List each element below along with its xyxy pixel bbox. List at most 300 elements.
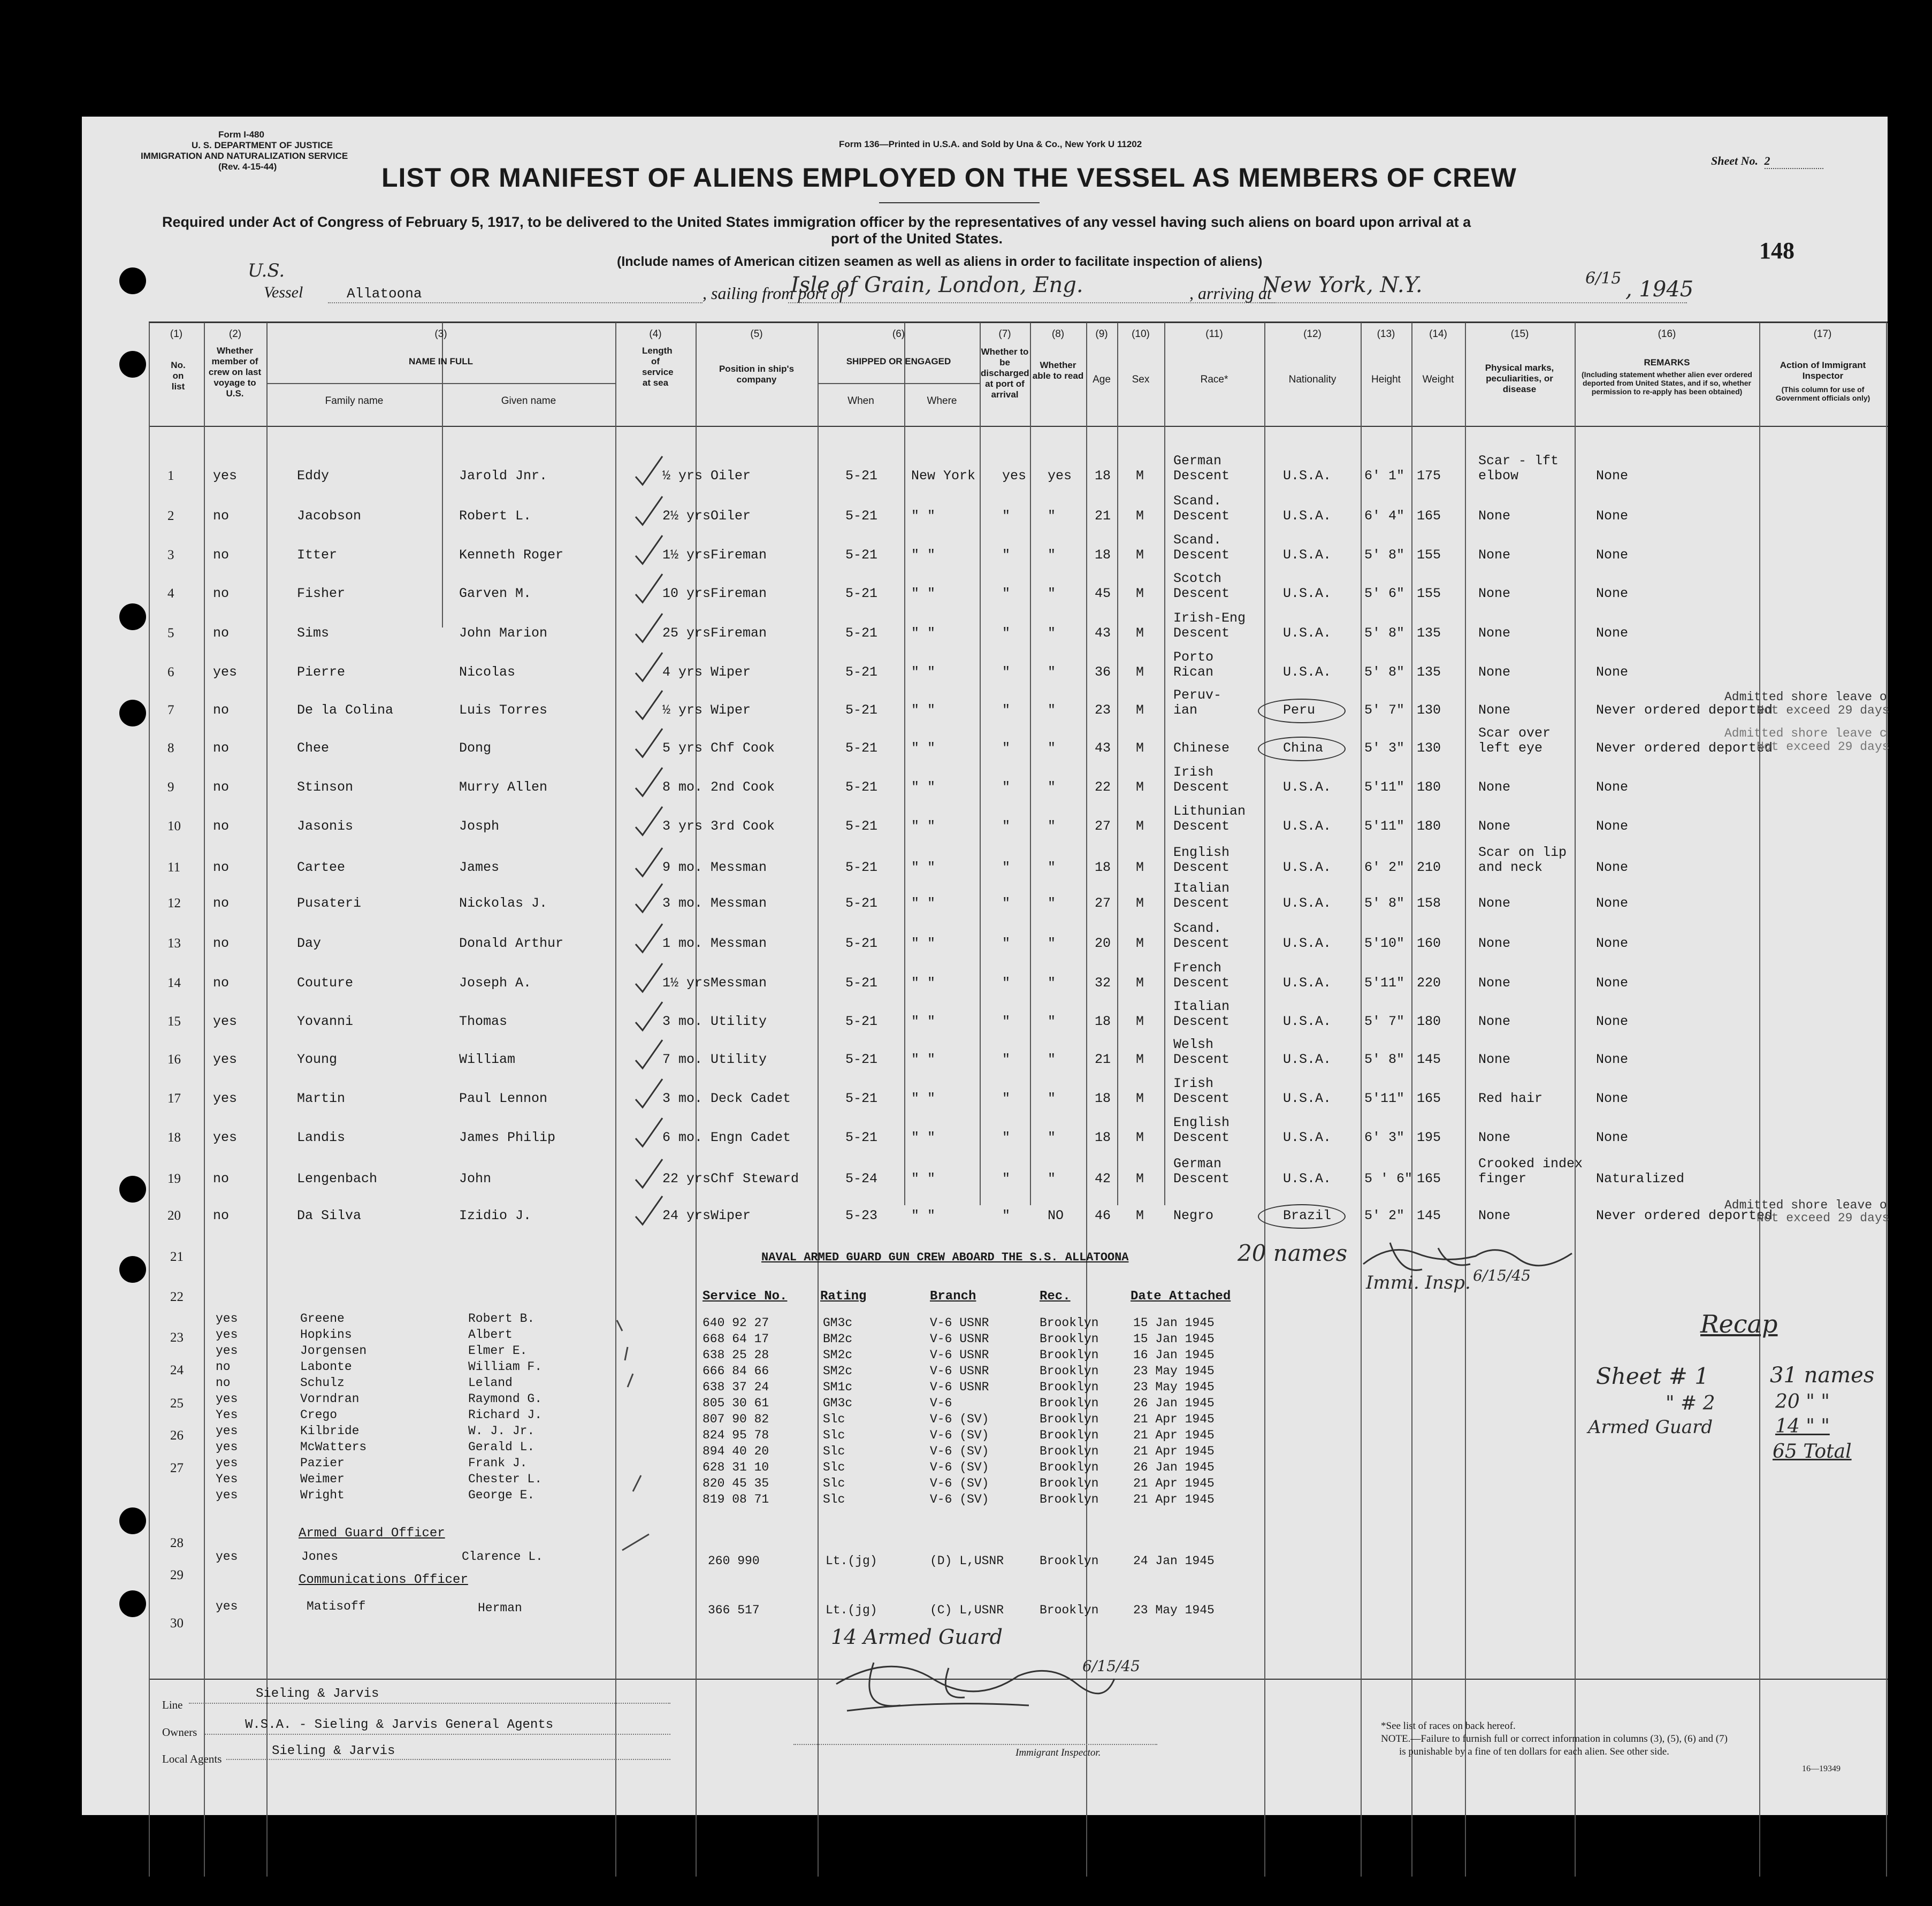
crew-family: Lengenbach bbox=[297, 1171, 378, 1187]
crew-sex: M bbox=[1136, 740, 1144, 756]
footer-note-2: NOTE.—Failure to furnish full or correct information in columns (3), (5), (6) and (7) bbox=[1381, 1733, 1728, 1744]
armed-guard-family: Vorndran bbox=[300, 1392, 360, 1406]
check-mark-icon bbox=[633, 455, 665, 487]
sheet-number bbox=[1711, 154, 1823, 169]
armed-guard-date: 16 Jan 1945 bbox=[1133, 1348, 1215, 1362]
crew-position: Chf Steward bbox=[711, 1171, 799, 1187]
crew-position: 2nd Cook bbox=[711, 779, 775, 795]
crew-when: 5-21 bbox=[845, 936, 878, 951]
check-mark-icon bbox=[633, 1039, 665, 1071]
crew-read: " bbox=[1048, 975, 1056, 991]
crew-nationality: U.S.A. bbox=[1283, 1171, 1332, 1187]
crew-where: " " bbox=[911, 702, 936, 718]
crew-where: New York bbox=[911, 468, 976, 484]
crew-race: German Descent bbox=[1173, 453, 1230, 484]
armed-guard-service-no: 668 64 17 bbox=[702, 1332, 769, 1346]
crew-height: 5'11" bbox=[1364, 1091, 1405, 1106]
crew-where: " " bbox=[911, 975, 936, 991]
hdr-name-in-full: NAME IN FULL bbox=[409, 356, 473, 366]
crew-where: " " bbox=[911, 1014, 936, 1029]
crew-where: " " bbox=[911, 664, 936, 680]
crew-family: Day bbox=[297, 936, 322, 951]
crew-race: Italian Descent bbox=[1173, 999, 1230, 1029]
armed-guard-branch: V-6 (SV) bbox=[930, 1492, 989, 1506]
check-mark-icon bbox=[633, 1117, 665, 1149]
crew-nationality: U.S.A. bbox=[1283, 547, 1332, 563]
armed-guard-family: Crego bbox=[300, 1408, 338, 1422]
crew-race: Negro bbox=[1173, 1208, 1214, 1223]
armed-guard-rating: SM1c bbox=[823, 1380, 853, 1394]
crew-age: 27 bbox=[1095, 818, 1111, 834]
crew-sex: M bbox=[1136, 936, 1144, 951]
armed-guard-branch: V-6 (SV) bbox=[930, 1460, 989, 1474]
crew-height: 5 ' 6" bbox=[1364, 1171, 1413, 1187]
armed-guard-family: McWatters bbox=[300, 1440, 367, 1454]
crew-marks: None bbox=[1478, 1208, 1511, 1223]
crew-when: 5-21 bbox=[845, 1130, 878, 1145]
row-number: 24 bbox=[170, 1363, 184, 1377]
crew-discharged: " bbox=[1002, 625, 1011, 641]
col-num-16: (16) bbox=[1658, 328, 1676, 340]
crew-service: 25 yrs bbox=[662, 625, 711, 641]
ag-hdr-date: Date Attached bbox=[1131, 1289, 1231, 1304]
punch-hole bbox=[119, 1590, 146, 1617]
col-divider bbox=[1575, 323, 1576, 1877]
crew-position: Wiper bbox=[711, 664, 751, 680]
col-num-1: (1) bbox=[170, 328, 183, 340]
footer-note-3: is punishable by a fine of ten dollars for each alien. See other side. bbox=[1399, 1746, 1669, 1757]
hdr-inspector-note: (This column for use of Government officials only) bbox=[1775, 385, 1870, 402]
crew-family: De la Colina bbox=[297, 702, 394, 718]
crew-last: no bbox=[213, 895, 230, 911]
check-mark-icon bbox=[633, 923, 665, 955]
crew-height: 6' 4" bbox=[1364, 508, 1405, 524]
col-divider bbox=[266, 323, 268, 1877]
col-divider bbox=[442, 323, 443, 627]
crew-last: no bbox=[213, 508, 230, 524]
crew-service: 9 mo. bbox=[662, 860, 703, 875]
crew-service: 4 yrs bbox=[662, 664, 703, 680]
crew-position: Messman bbox=[711, 975, 767, 991]
crew-family: Sims bbox=[297, 625, 330, 641]
crew-height: 5'11" bbox=[1364, 975, 1405, 991]
armed-guard-last: yes bbox=[216, 1312, 238, 1326]
crew-read: " bbox=[1048, 1091, 1056, 1106]
crew-where: " " bbox=[911, 547, 936, 563]
punch-hole bbox=[119, 1256, 146, 1283]
crew-no: 18 bbox=[167, 1130, 181, 1145]
armed-guard-service-no: 805 30 61 bbox=[702, 1396, 769, 1410]
crew-nationality: Brazil bbox=[1283, 1208, 1332, 1223]
punch-hole bbox=[119, 267, 146, 294]
check-mark-icon bbox=[633, 690, 665, 722]
armed-guard-last: yes bbox=[216, 1344, 238, 1358]
armed-guard-rating: GM3c bbox=[823, 1316, 853, 1330]
crew-service: 3 mo. bbox=[662, 895, 703, 911]
crew-position: Wiper bbox=[711, 702, 751, 718]
crew-family: Itter bbox=[297, 547, 338, 563]
crew-read: " bbox=[1048, 895, 1056, 911]
hdr-height: Height bbox=[1371, 374, 1401, 385]
name-subheader-rule bbox=[266, 383, 615, 384]
crew-given: Murry Allen bbox=[459, 779, 548, 795]
col-divider bbox=[1411, 323, 1412, 1877]
crew-last: no bbox=[213, 936, 230, 951]
crew-last: yes bbox=[213, 664, 238, 680]
crew-when: 5-21 bbox=[845, 468, 878, 484]
crew-discharged: " bbox=[1002, 702, 1011, 718]
crew-last: no bbox=[213, 702, 230, 718]
hdr-nationality: Nationality bbox=[1288, 374, 1337, 385]
crew-family: Chee bbox=[297, 740, 330, 756]
crew-remarks: None bbox=[1596, 860, 1629, 875]
crew-read: " bbox=[1048, 625, 1056, 641]
comm-rating: Lt.(jg) bbox=[826, 1603, 877, 1617]
arrival-year: , 1945 bbox=[1625, 277, 1694, 302]
crew-family: Da Silva bbox=[297, 1208, 362, 1223]
crew-no: 9 bbox=[167, 780, 174, 794]
crew-weight: 135 bbox=[1417, 664, 1441, 680]
crew-where: " " bbox=[911, 740, 936, 756]
crew-no: 15 bbox=[167, 1014, 181, 1029]
hdr-no-on-list: No. on list bbox=[171, 360, 186, 392]
crew-where: " " bbox=[911, 779, 936, 795]
crew-where: " " bbox=[911, 936, 936, 951]
crew-marks: Crooked index finger bbox=[1478, 1156, 1583, 1187]
armed-guard-branch: V-6 USNR bbox=[930, 1364, 989, 1378]
crew-family: Pierre bbox=[297, 664, 346, 680]
vessel-prefix: U.S. bbox=[248, 260, 285, 281]
crew-discharged: " bbox=[1002, 1014, 1011, 1029]
armed-guard-rating: SM2c bbox=[823, 1364, 853, 1378]
crew-last: no bbox=[213, 1208, 230, 1223]
crew-nationality: U.S.A. bbox=[1283, 779, 1332, 795]
comm-family: Matisoff bbox=[307, 1599, 366, 1613]
armed-guard-date: 26 Jan 1945 bbox=[1133, 1460, 1215, 1474]
crew-discharged: " bbox=[1002, 818, 1011, 834]
crew-family: Eddy bbox=[297, 468, 330, 484]
armed-guard-last: yes bbox=[216, 1456, 238, 1470]
col-divider bbox=[1886, 323, 1887, 1877]
armed-guard-rec: Brooklyn bbox=[1040, 1380, 1099, 1394]
crew-marks: None bbox=[1478, 625, 1511, 641]
crew-race: Scotch Descent bbox=[1173, 571, 1230, 601]
col-num-4: (4) bbox=[649, 328, 662, 340]
crew-when: 5-21 bbox=[845, 664, 878, 680]
hdr-length-of-service: Length of service at sea bbox=[642, 346, 674, 388]
crew-race: German Descent bbox=[1173, 1156, 1230, 1187]
crew-marks: None bbox=[1478, 664, 1511, 680]
armed-guard-date: 21 Apr 1945 bbox=[1133, 1444, 1215, 1458]
officer-branch: (D) L,USNR bbox=[930, 1554, 1004, 1568]
armed-guard-last: no bbox=[216, 1376, 231, 1390]
crew-where: " " bbox=[911, 1171, 936, 1187]
check-mark-icon bbox=[633, 847, 665, 879]
crew-race: Welsh Descent bbox=[1173, 1037, 1230, 1067]
row-number: 21 bbox=[170, 1250, 184, 1264]
vessel-name: Allatoona bbox=[347, 286, 422, 302]
crew-race: English Descent bbox=[1173, 845, 1230, 875]
crew-position: Messman bbox=[711, 936, 767, 951]
crew-service: 3 yrs bbox=[662, 818, 703, 834]
arriving-label: , arriving at bbox=[1189, 284, 1272, 303]
crew-age: 21 bbox=[1095, 1052, 1111, 1067]
armed-guard-branch: V-6 USNR bbox=[930, 1316, 989, 1330]
armed-guard-branch: V-6 USNR bbox=[930, 1332, 989, 1346]
crew-position: Utility bbox=[711, 1052, 767, 1067]
armed-guard-given: Frank J. bbox=[468, 1456, 528, 1470]
crew-remarks: None bbox=[1596, 547, 1629, 563]
hand-recap: Recap bbox=[1700, 1310, 1778, 1338]
crew-when: 5-21 bbox=[845, 625, 878, 641]
col-num-9: (9) bbox=[1095, 328, 1108, 340]
crew-given: Jarold Jnr. bbox=[459, 468, 548, 484]
crew-discharged: " bbox=[1002, 1208, 1011, 1223]
crew-race: Peruv- ian bbox=[1173, 687, 1222, 718]
crew-given: William bbox=[459, 1052, 516, 1067]
col-divider bbox=[1361, 323, 1362, 1877]
crew-discharged: " bbox=[1002, 1130, 1011, 1145]
armed-guard-service-no: 638 25 28 bbox=[702, 1348, 769, 1362]
row-number: 27 bbox=[170, 1461, 184, 1475]
armed-guard-rating: Slc bbox=[823, 1444, 845, 1458]
crew-last: no bbox=[213, 779, 230, 795]
row-number: 25 bbox=[170, 1396, 184, 1411]
armed-guard-branch: V-6 (SV) bbox=[930, 1444, 989, 1458]
armed-guard-rec: Brooklyn bbox=[1040, 1444, 1099, 1458]
crew-where: " " bbox=[911, 586, 936, 601]
armed-guard-last: no bbox=[216, 1360, 231, 1374]
crew-given: James Philip bbox=[459, 1130, 556, 1145]
crew-read: " bbox=[1048, 936, 1056, 951]
hdr-race: Race* bbox=[1200, 374, 1228, 385]
hdr-given-name: Given name bbox=[501, 395, 556, 407]
armed-guard-rec: Brooklyn bbox=[1040, 1316, 1099, 1330]
crew-given: Kenneth Roger bbox=[459, 547, 564, 563]
crew-where: " " bbox=[911, 1091, 936, 1106]
crew-service: ½ yrs bbox=[662, 702, 703, 718]
footer-inspector-label: Immigrant Inspector. bbox=[1015, 1747, 1101, 1758]
crew-weight: 165 bbox=[1417, 1091, 1441, 1106]
crew-height: 5' 8" bbox=[1364, 547, 1405, 563]
crew-age: 18 bbox=[1095, 1014, 1111, 1029]
crew-no: 7 bbox=[167, 703, 174, 717]
crew-remarks: None bbox=[1596, 1052, 1629, 1067]
col-divider bbox=[1264, 323, 1265, 1877]
crew-sex: M bbox=[1136, 779, 1144, 795]
armed-guard-given: Richard J. bbox=[468, 1408, 543, 1422]
sailing-port: Isle of Grain, London, Eng. bbox=[791, 273, 1083, 297]
crew-no: 1 bbox=[167, 469, 174, 483]
crew-sex: M bbox=[1136, 702, 1144, 718]
armed-guard-rec: Brooklyn bbox=[1040, 1364, 1099, 1378]
armed-guard-service-no: 628 31 10 bbox=[702, 1460, 769, 1474]
footer-agents-label: Local Agents bbox=[162, 1752, 222, 1765]
crew-service: 2½ yrs bbox=[662, 508, 711, 524]
armed-guard-heading: NAVAL ARMED GUARD GUN CREW ABOARD THE S.S. ALLATOONA bbox=[761, 1251, 1129, 1264]
form-number: Form I-480 bbox=[218, 129, 264, 140]
comm-officer-heading: Communications Officer bbox=[299, 1573, 468, 1587]
manifest-sheet bbox=[82, 117, 1888, 1815]
crew-sex: M bbox=[1136, 1091, 1144, 1106]
row-number: 28 bbox=[170, 1536, 184, 1550]
sheet-value: 2 bbox=[1765, 154, 1823, 169]
check-mark-icon bbox=[633, 1158, 665, 1190]
armed-guard-date: 23 May 1945 bbox=[1133, 1380, 1215, 1394]
row-number: 30 bbox=[170, 1616, 184, 1631]
crew-marks: None bbox=[1478, 1052, 1511, 1067]
crew-given: Nickolas J. bbox=[459, 895, 548, 911]
armed-guard-last: Yes bbox=[216, 1408, 238, 1422]
crew-weight: 180 bbox=[1417, 818, 1441, 834]
nationality-circle bbox=[1258, 737, 1346, 761]
armed-guard-given: William F. bbox=[468, 1360, 543, 1374]
hand-sheet2-count: 20 " " bbox=[1775, 1391, 1830, 1413]
armed-guard-rec: Brooklyn bbox=[1040, 1492, 1099, 1506]
hdr-weight: Weight bbox=[1422, 374, 1454, 385]
admitted-stamp-1d: Not exceed 29 days bbox=[1757, 740, 1890, 754]
footer-line-label: Line bbox=[162, 1698, 183, 1711]
crew-sex: M bbox=[1136, 1208, 1144, 1223]
printer-line: Form 136—Printed in U.S.A. and Sold by Una & Co., New York U 11202 bbox=[839, 139, 1142, 149]
hdr-last-voyage: Whether member of crew on last voyage to U.S. bbox=[208, 346, 262, 399]
hand-14-armed-guard: 14 Armed Guard bbox=[831, 1625, 1003, 1649]
crew-where: " " bbox=[911, 818, 936, 834]
col-num-6: (6) bbox=[892, 328, 905, 340]
crew-height: 5' 8" bbox=[1364, 625, 1405, 641]
crew-given: Thomas bbox=[459, 1014, 508, 1029]
armed-guard-given: Raymond G. bbox=[468, 1392, 543, 1406]
crew-weight: 155 bbox=[1417, 586, 1441, 601]
crew-sex: M bbox=[1136, 895, 1144, 911]
crew-no: 16 bbox=[167, 1052, 181, 1067]
armed-guard-given: Albert bbox=[468, 1328, 513, 1342]
crew-family: Stinson bbox=[297, 779, 354, 795]
crew-given: Garven M. bbox=[459, 586, 532, 601]
crew-race: Chinese bbox=[1173, 740, 1230, 756]
armed-guard-service-no: 807 90 82 bbox=[702, 1412, 769, 1426]
revision: (Rev. 4-15-44) bbox=[218, 162, 277, 172]
crew-sex: M bbox=[1136, 586, 1144, 601]
footer-owners-rule bbox=[205, 1734, 670, 1735]
row-number: 29 bbox=[170, 1568, 184, 1582]
crew-remarks: Never ordered deported bbox=[1596, 702, 1773, 718]
crew-last: no bbox=[213, 547, 230, 563]
crew-when: 5-21 bbox=[845, 586, 878, 601]
check-mark-icon bbox=[633, 883, 665, 915]
crew-when: 5-21 bbox=[845, 508, 878, 524]
crew-position: Utility bbox=[711, 1014, 767, 1029]
crew-weight: 220 bbox=[1417, 975, 1441, 991]
check-mark-icon bbox=[633, 767, 665, 799]
armed-guard-rating: GM3c bbox=[823, 1396, 853, 1410]
crew-read: " bbox=[1048, 547, 1056, 563]
punch-hole bbox=[119, 1176, 146, 1203]
crew-marks: None bbox=[1478, 586, 1511, 601]
col-num-11: (11) bbox=[1205, 328, 1223, 340]
crew-no: 17 bbox=[167, 1091, 181, 1106]
crew-last: no bbox=[213, 586, 230, 601]
crew-race: Lithunian Descent bbox=[1173, 803, 1246, 834]
crew-last: yes bbox=[213, 1091, 238, 1106]
hdr-remarks: REMARKS bbox=[1644, 357, 1690, 368]
footer-line-value: Sieling & Jarvis bbox=[256, 1687, 379, 1701]
crew-discharged: " bbox=[1002, 936, 1011, 951]
crew-when: 5-21 bbox=[845, 740, 878, 756]
armed-guard-branch: V-6 (SV) bbox=[930, 1412, 989, 1426]
armed-guard-date: 21 Apr 1945 bbox=[1133, 1412, 1215, 1426]
armed-guard-rating: SM2c bbox=[823, 1348, 853, 1362]
armed-guard-family: Weimer bbox=[300, 1472, 345, 1486]
col-num-13: (13) bbox=[1377, 328, 1395, 340]
crew-family: Pusateri bbox=[297, 895, 362, 911]
crew-height: 5'11" bbox=[1364, 818, 1405, 834]
armed-guard-last: yes bbox=[216, 1392, 238, 1406]
crew-given: Izidio J. bbox=[459, 1208, 532, 1223]
hdr-able-to-read: Whether able to read bbox=[1032, 360, 1084, 381]
crew-read: " bbox=[1048, 1130, 1056, 1145]
crew-no: 20 bbox=[167, 1208, 181, 1223]
check-mark-icon bbox=[633, 728, 665, 760]
department: U. S. DEPARTMENT OF JUSTICE bbox=[192, 140, 333, 150]
crew-weight: 130 bbox=[1417, 702, 1441, 718]
crew-given: John bbox=[459, 1171, 492, 1187]
armed-guard-rating: Slc bbox=[823, 1476, 845, 1490]
crew-weight: 195 bbox=[1417, 1130, 1441, 1145]
crew-service: ½ yrs bbox=[662, 468, 703, 484]
crew-nationality: U.S.A. bbox=[1283, 1091, 1332, 1106]
armed-guard-given: Robert B. bbox=[468, 1312, 535, 1326]
check-mark-icon bbox=[633, 573, 665, 605]
crew-age: 23 bbox=[1095, 702, 1111, 718]
crew-weight: 158 bbox=[1417, 895, 1441, 911]
armed-guard-date: 23 May 1945 bbox=[1133, 1364, 1215, 1378]
col-num-5: (5) bbox=[750, 328, 763, 340]
admitted-stamp-2b: Not exceed 29 days bbox=[1757, 1211, 1890, 1225]
crew-no: 13 bbox=[167, 936, 181, 951]
comm-branch: (C) L,USNR bbox=[930, 1603, 1004, 1617]
crew-marks: None bbox=[1478, 975, 1511, 991]
armed-guard-branch: V-6 (SV) bbox=[930, 1428, 989, 1442]
col-num-15: (15) bbox=[1510, 328, 1529, 340]
armed-guard-date: 21 Apr 1945 bbox=[1133, 1492, 1215, 1506]
crew-where: " " bbox=[911, 508, 936, 524]
hand-footer-date: 6/15/45 bbox=[1082, 1657, 1140, 1675]
armed-guard-rating: Slc bbox=[823, 1412, 845, 1426]
crew-discharged: " bbox=[1002, 975, 1011, 991]
crew-discharged: " bbox=[1002, 508, 1011, 524]
sailing-label: , sailing from port of bbox=[702, 284, 844, 303]
check-mark-icon bbox=[633, 534, 665, 567]
crew-when: 5-21 bbox=[845, 1091, 878, 1106]
crew-read: " bbox=[1048, 1014, 1056, 1029]
subtitle-2: port of the United States. bbox=[831, 231, 1003, 247]
admitted-stamp-1b: Not exceed 29 days bbox=[1757, 703, 1890, 717]
hand-armed-count: 14 " " bbox=[1775, 1415, 1830, 1437]
crew-race: French Descent bbox=[1173, 960, 1230, 991]
crew-position: Fireman bbox=[711, 625, 767, 641]
crew-height: 5'10" bbox=[1364, 936, 1405, 951]
crew-no: 11 bbox=[167, 860, 181, 875]
crew-read: " bbox=[1048, 740, 1056, 756]
hand-sheet1: Sheet # 1 bbox=[1596, 1363, 1709, 1389]
armed-guard-given: W. J. Jr. bbox=[468, 1424, 535, 1438]
armed-guard-family: Kilbride bbox=[300, 1424, 360, 1438]
hand-inspector-title: Immi. Insp. bbox=[1366, 1272, 1471, 1293]
officer-rec: Brooklyn bbox=[1040, 1554, 1099, 1568]
crew-marks: Scar over left eye bbox=[1478, 725, 1551, 756]
armed-guard-given: Gerald L. bbox=[468, 1440, 535, 1454]
